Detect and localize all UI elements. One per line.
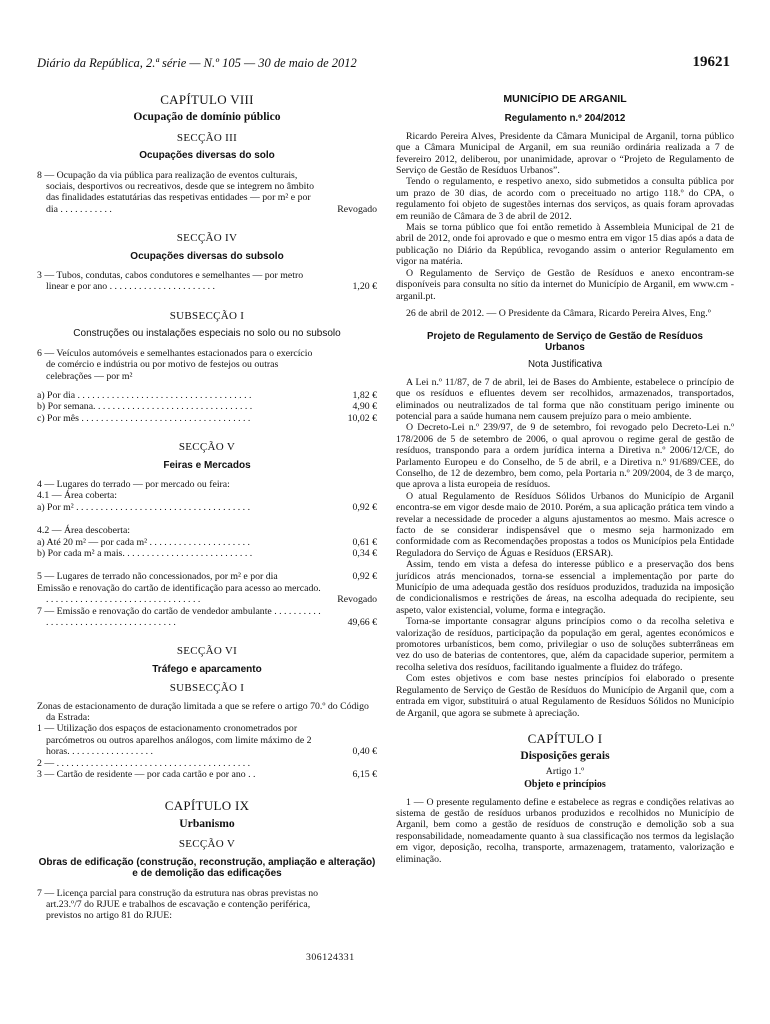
tariff-row — [37, 479, 377, 490]
tariff-value: 0,92 € — [352, 571, 377, 583]
chapter-title: Ocupação de domínio público — [133, 110, 281, 124]
tariff-text: 6 — Veículos automóveis e semelhantes estacionados para o exercício de comércio e indústria ou por motivo de festejos ou outras celebrações — por m² — [37, 347, 313, 382]
tariff-row — [37, 701, 377, 724]
paragraph: Assim, tendo em vista a defesa do interesse público e a preservação dos bens jurídicos atrás mencionados, torna-se essencial a implementação por parte do Município de uma adequada gestão dos resíduos produzidos, traduzida na imposição de condicionalismos e restrições de áreas, na escolha adequada do recipiente, seu aspeto, valor existencial, volume, forma e integração. — [396, 559, 734, 616]
tariff-text: 3 — Cartão de residente — por cada cartão e por ano . . — [37, 769, 256, 781]
tariff-value: Revogado — [337, 203, 377, 215]
section-heading: SECÇÃO VI — [176, 645, 238, 658]
tariff-row — [37, 490, 377, 501]
tariff-text: 4.2 — Área descoberta: — [37, 525, 131, 537]
paragraph: Torna-se importante consagrar alguns princípios como o da recolha seletiva e valorização de resíduos, participação da população em geral, agentes económicos e promotores urbanísticos, bem como, privilegiar o uso de soluções subterrâneas em vez do uso de baterias de contentores, que, além da capacidade superior, permitem a recolha seletiva dos resíduos, facilitando igualmente a fluidez do tráfego. — [396, 616, 734, 673]
tariff-value: 1,82 € — [352, 389, 377, 401]
tariff-text: Zonas de estacionamento de duração limitada a que se refere o artigo 70.º do Código da Estrada: — [37, 700, 369, 724]
section-title: Ocupações diversas do solo — [139, 150, 275, 162]
tariff-row — [37, 723, 377, 757]
tariff-row — [37, 413, 377, 424]
tariff-text: a) Por dia . . . . . . . . . . . . . . . . . . . . . . . . . . . . . . . . . . . . — [37, 389, 252, 401]
section-title: Obras de edificação (construção, reconstrução, ampliação e alteração) e de demolição das edificações — [38, 856, 376, 880]
article-title: Objeto e princípios — [524, 779, 606, 791]
page-number: 19621 — [692, 54, 730, 70]
paragraph: Mais se torna público que foi então remetido à Assembleia Municipal de 21 de abril de 2012, onde foi aprovado e que o mesmo entra em vigor 15 dias após a data de publicação no Diário da República, revogando assim o anterior Regulamento em vigor na matéria. — [396, 222, 734, 268]
section-heading: SECÇÃO IV — [176, 232, 238, 245]
tariff-value: 49,66 € — [347, 617, 377, 628]
section-title: Ocupações diversas do subsolo — [130, 250, 284, 262]
tariff-text: a) Por m² . . . . . . . . . . . . . . . . . . . . . . . . . . . . . . . . . . . . — [37, 501, 251, 513]
tariff-row — [37, 888, 377, 922]
tariff-text: 3 — Tubos, condutas, cabos condutores e semelhantes — por metro linear e por ano . . . . . . . . . . . . . . . . . . . . . . — [37, 270, 304, 293]
tariff-text: 8 — Ocupação da via pública para realização de eventos culturais, sociais, desportivos ou recreativos, desde que se integrem no âmbito das finalidades estatutárias das respetivas entidades — por m² e por dia . . . . . . . . . . . — [37, 169, 314, 215]
tariff-text: c) Por mês . . . . . . . . . . . . . . . . . . . . . . . . . . . . . . . . . . . — [37, 412, 251, 424]
paragraph: 1 — O presente regulamento define e estabelece as regras e condições relativas ao sistema de gestão de resíduos urbanos produzidos e recolhidos no Município de Arganil, bem como a gestão de resíduos de construção e demolição sob a sua responsabilidade, nomeadamente quanto à sua classificação nos termos da legislação em vigor, deposição, recolha, transporte, armazenagem, tratamento, valorização e eliminação. — [396, 796, 734, 865]
tariff-value: 0,92 € — [352, 501, 377, 513]
tariff-row — [37, 270, 377, 293]
tariff-row — [37, 769, 377, 780]
paragraph: Tendo o regulamento, e respetivo anexo, sido submetidos a consulta pública por um prazo de 30 dias, de acordo com o preceituado no artigo 118.º do CPA, o regulamento foi objeto de sugestões internas dos serviços, as quais foram aprovadas em reunião de Câmara de 3 de abril de 2012. — [396, 176, 734, 222]
tariff-text: 5 — Lugares de terrado não concessionados, por m² e por dia — [37, 571, 278, 583]
tariff-row — [37, 548, 377, 559]
subsection-title: Construções ou instalações especiais no solo ou no subsolo — [73, 328, 341, 340]
tariff-value: 0,40 € — [352, 746, 377, 758]
article-number: Artigo 1.º — [545, 765, 585, 777]
paragraph: Ricardo Pereira Alves, Presidente da Câmara Municipal de Arganil, torna público que a Câmara Municipal de Arganil, em sua reunião ordinária realizada a 7 de fevereiro 2012, deliberou, por unanimidade, aprovar o “Projeto de Regulamento de Serviço de Gestão de Resíduos Urbanos”. — [396, 130, 734, 177]
left-column — [37, 92, 377, 922]
regulation-number: Regulamento n.º 204/2012 — [504, 113, 626, 125]
tariff-text: a) Até 20 m² — por cada m² . . . . . . . . . . . . . . . . . . . . . — [37, 536, 250, 548]
tariff-value: 0,61 € — [352, 536, 377, 548]
tariff-text: 1 — Utilização dos espaços de estacionamento cronometrados por parcómetros ou outros aparelhos análogos, com limite máximo de 2 horas. . . . . . . . . . . . . . . . . . — [37, 723, 312, 758]
tariff-value: 6,15 € — [352, 769, 377, 781]
section-title: Tráfego e aparcamento — [152, 663, 262, 675]
chapter-title: Disposições gerais — [520, 749, 610, 763]
note-heading: Nota Justificativa — [527, 359, 603, 371]
tariff-row — [37, 401, 377, 412]
paragraph: O Decreto-Lei n.º 239/97, de 9 de setembro, foi revogado pelo Decreto-Lei n.º 178/2006 de 5 de setembro de 2006, o qual aprovou o regime geral de gestão de resíduos, transpondo para a ordem jurídica interna a Diretiva n.º 2006/12/CE, do Parlamento Europeu e do Conselho, de 5 de abril, e a Diretiva n.º 91/689/CEE, do Conselho, de 12 de dezembro, bem como, pela Portaria n.º 209/2004, de 3 de março, que aprova a lista europeia de resíduos. — [396, 422, 734, 491]
paragraph: A Lei n.º 11/87, de 7 de abril, lei de Bases do Ambiente, estabelece o princípio de que os resíduos e efluentes devem ser recolhidos, armazenados, transportados, eliminados ou neutralizados de tal forma que não constituam perigo iminente ou potencial para a saúde humana nem causem prejuízo para o meio ambiente. — [396, 376, 734, 422]
municipality-heading: MUNICÍPIO DE ARGANIL — [503, 93, 627, 105]
tariff-value: 0,34 € — [352, 547, 377, 559]
document-code: 306124331 — [306, 952, 355, 963]
tariff-row — [37, 390, 377, 401]
tariff-text: 7 — Licença parcial para construção da estrutura nas obras previstas no art.23.º/7 do RJUE e trabalhos de escavação e contenção periférica, previstos no artigo 81 do RJUE: — [37, 887, 319, 922]
tariff-row — [37, 170, 377, 216]
signature-line: 26 de abril de 2012. — O Presidente da Câmara, Ricardo Pereira Alves, Eng.º — [406, 307, 711, 319]
section-heading: SECÇÃO III — [176, 131, 238, 144]
section-heading: SECÇÃO V — [178, 838, 236, 851]
tariff-value: 1,20 € — [352, 281, 377, 293]
tariff-value: 4,90 € — [352, 401, 377, 413]
chapter-heading: CAPÍTULO IX — [164, 798, 250, 814]
section-heading: SECÇÃO V — [178, 441, 236, 454]
tariff-row — [37, 348, 377, 382]
tariff-value: 10,02 € — [347, 412, 377, 424]
right-column — [396, 92, 734, 865]
tariff-text: b) Por semana. . . . . . . . . . . . . . . . . . . . . . . . . . . . . . . . . — [37, 401, 253, 413]
project-title: Projeto de Regulamento de Serviço de Gestão de Resíduos Urbanos — [426, 331, 704, 354]
tariff-row — [37, 758, 377, 769]
chapter-title: Urbanismo — [179, 816, 235, 830]
tariff-text: Emissão e renovação do cartão de identificação para acesso ao mercado. . . . . . . . . . . . . . . . . . . . . . . . . . . . . . . . . — [37, 582, 321, 606]
subsection-heading: SUBSECÇÃO I — [169, 682, 245, 695]
paragraph: O Regulamento de Serviço de Gestão de Resíduos e anexo encontram-se disponíveis para consulta no sítio da internet do Município de Arganil, em www.cm -arganil.pt. — [396, 267, 734, 302]
tariff-text: 4.1 — Área coberta: — [37, 490, 117, 502]
section-title: Feiras e Mercados — [163, 459, 251, 471]
paragraph: O atual Regulamento de Resíduos Sólidos Urbanos do Município de Arganil encontra-se em vigor desde maio de 2010. Porém, a sua aplicação prática tem vindo a revelar a necessidade de proceder a alguns ajustamentos ao mesmo. Mais acresce o facto de se considerar indispensável que o mesmo seja harmonizado em conformidade com as Recomendações propostas a todos os Municípios pela Entidade Reguladora do Serviço de Águas e Resíduos (ERSAR). — [396, 490, 734, 559]
tariff-text: 2 — . . . . . . . . . . . . . . . . . . . . . . . . . . . . . . . . . . . . . . . . — [37, 757, 251, 769]
tariff-row — [37, 537, 377, 548]
tariff-value: Revogado — [337, 594, 377, 606]
tariff-text: b) Por cada m² a mais. . . . . . . . . . . . . . . . . . . . . . . . . . . — [37, 547, 253, 559]
tariff-row — [37, 606, 377, 629]
chapter-heading: CAPÍTULO I — [527, 730, 603, 746]
tariff-text: 7 — Emissão e renovação do cartão de vendedor ambulante . . . . . . . . . . . . . . . . . . . . . . . . . . . . . . . . . . . . . — [37, 605, 321, 628]
running-header: Diário da República, 2.ª série — N.º 105 — 30 de maio de 2012 — [37, 56, 357, 70]
tariff-row — [37, 583, 377, 606]
tariff-row — [37, 571, 377, 582]
subsection-heading: SUBSECÇÃO I — [169, 309, 245, 322]
chapter-heading: CAPÍTULO VIII — [160, 92, 254, 107]
paragraph: Com estes objetivos e com base nestes princípios foi elaborado o presente Regulamento de Serviço de Gestão de Resíduos do Município de Arganil que, com a entrada em vigor, substituirá o atual Regulamento de Resíduos Sólidos no Município de Arganil, que agora se submete à apreciação. — [396, 673, 734, 719]
tariff-row — [37, 525, 377, 536]
tariff-text: 4 — Lugares do terrado — por mercado ou feira: — [37, 478, 230, 490]
tariff-row — [37, 502, 377, 513]
